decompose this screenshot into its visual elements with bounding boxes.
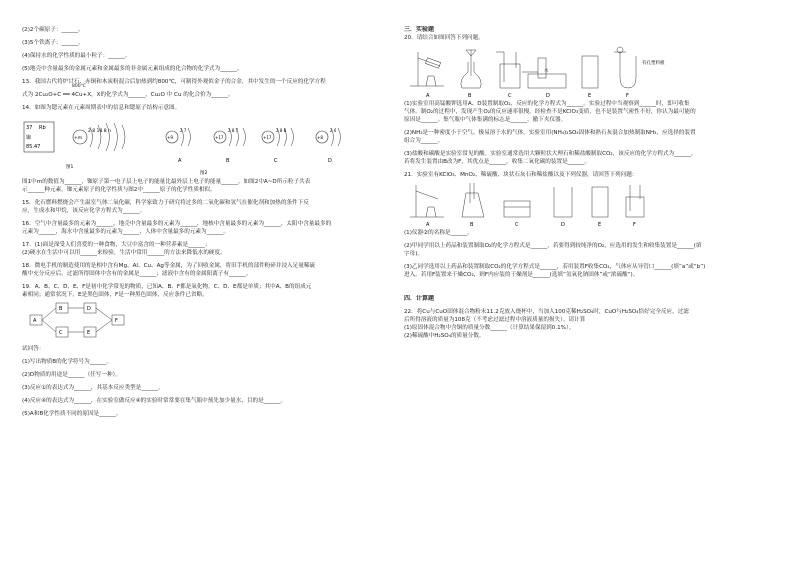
section-heading: 三．实验题: [404, 26, 435, 33]
apparatus-label: A: [426, 93, 430, 99]
q19-answers: [22, 345, 380, 418]
apparatus-label: D: [561, 222, 565, 228]
right-column: [404, 26, 772, 340]
apparatus-label: C: [508, 93, 512, 99]
ion-diagram-a: [166, 128, 191, 164]
electron-shell-arc: [243, 128, 246, 146]
electron-shell-arc: [188, 128, 191, 146]
q14-to-q19-block: [22, 178, 380, 299]
text-line: 元素为______，海水中含量最多的元素为______，人体中含量最多的元素为______。: [22, 229, 229, 235]
flow-box-label: C: [59, 330, 63, 336]
element-number: 37: [26, 125, 33, 131]
text-line: 气体。制O₂的过程中，发现产生O₂的反应速率很慢，经检查不是KClO₃变质，也不是装置气密性不好，你认为最可能的: [404, 109, 696, 115]
flow-box-label: E: [87, 330, 91, 336]
text-line: (3)乙同学选用以上药品和装置制取CO₂的化学方程式是______，若用装置F收集CO₂，气体应从导管口______(填“a”或“b”): [404, 264, 706, 270]
text-line: 式为 2Cu₂O+C ══ 4Cu+X，X的化学式为______，Cu₂O 中 Cu 的化合价为______。: [22, 92, 234, 98]
water-label: 水: [544, 69, 549, 74]
electron-shells: 2 6: [330, 128, 337, 133]
electron-shells: 2 8 18 8 n: [88, 129, 111, 134]
text-line: (2)稀硫酸中H₂SO₄的质量分数。: [404, 333, 485, 339]
nucleus-charge: +8: [317, 135, 323, 140]
electron-shells: 2 7: [180, 128, 187, 133]
nucleus-charge: +m: [74, 136, 83, 141]
apparatus-figure-1: [404, 42, 772, 100]
text-line: (3)5个铁离子：______。: [22, 40, 84, 46]
apparatus-label: C: [515, 222, 519, 228]
text-line: (2)NH₃是一种密度小于空气、极易溶于水的气体。实验室用(NH₄)₂SO₄固体和熟石灰混合加热制取NH₃，应选择的装置: [404, 130, 696, 136]
element-cell: [24, 122, 54, 152]
apparatus-2-svg: [404, 179, 772, 229]
atom-diagrams-svg: [22, 112, 380, 178]
apparatus-label: E: [598, 222, 602, 228]
q13-block: [22, 78, 380, 99]
text-line: 19．A、B、C、D、E、F是初中化学常见的物质，已知A、B、F都是氧化物，C、D、E都是单质；其中A、B的组成元: [22, 284, 312, 290]
text-line: (4)反应④的表达式为______，在实验室做反应④的实验时常常要在集气瓶中预先加少量水，目的是______。: [22, 398, 287, 404]
text-line: (2)甲同学用以上药品和装置制取O₂的化学方程式是______，若要得到较纯净的O₂，应选用的发生和收集装置是______(填: [404, 243, 702, 249]
fig2-atoms: [166, 128, 341, 164]
text-line: (2)硬水在生活中可以用______来检验，生活中常用______的方法来降低水的硬度。: [22, 250, 226, 256]
apparatus-label: F: [626, 93, 629, 99]
flow-box-label: D: [87, 306, 91, 312]
text-line: 示______种元素，铷元素原子的化学性质与图2中______原子的化学性质相似。: [22, 187, 216, 193]
figure-label: 图2: [200, 171, 208, 176]
q14-title: 14．如图为锶元素在元素周期表中的信息和锶原子结构示意图。: [22, 105, 181, 111]
element-name: 铷: [26, 135, 32, 141]
text-line: 应，生成水和甲烷，该反应化学方程式为______。: [22, 208, 146, 214]
apparatus-figure-2: [404, 179, 772, 229]
text-line: (5)地壳中含量最多的金属元素和金属最多的非金属元素组成的化合物的化学式为______。: [22, 66, 243, 72]
text-line: 字母)。: [404, 251, 423, 257]
apparatus-label: D: [546, 93, 550, 99]
reaction-condition: 800℃: [72, 84, 86, 89]
text-line: 17．(1)面是深受人们喜爱的一种食物，大豆中富含的一种营养素是______；: [22, 242, 211, 248]
apparatus-label: B: [468, 93, 472, 99]
nucleus-charge: +17: [263, 135, 272, 140]
text-line: (5)A和B化学性质不同的原因是______。: [22, 411, 122, 417]
text-line: 试回答：: [22, 346, 45, 352]
nucleus-charge: +9: [167, 135, 173, 140]
q22-block: [404, 308, 772, 340]
text-line: (3)盐酸和碳酸是实验室常见的酸。实验室通常选用大颗粒状大理石和稀盐酸制取CO₂，该反应的化学方程式为______，: [404, 151, 697, 157]
figure-label: 图1: [66, 165, 74, 170]
electron-shells: 2 8 7: [228, 128, 239, 133]
text-line: 13．我国古代将炉甘石、赤铜和木炭粉混合后加热到约800℃，可制得外观似金子的合金，其中发生的一个反应的化学方程: [22, 79, 326, 85]
text-line: (2)D物质的用途是______（任写一种）。: [22, 372, 121, 378]
apparatus-label: E: [588, 93, 592, 99]
text-line: 素相同；通常状况下，E是黑色固体，F是一种黑色固体，反应条件已省略。: [22, 292, 208, 298]
text-line: 16．空气中含量最多的元素为______，地壳中含量最多的元素为______，地核中含量最多的元素为______，太阳中含量最多的: [22, 221, 332, 227]
flow-box-label: B: [59, 306, 63, 312]
text-line: (3)反应①的表达式为______，其基本反应类型是______。: [22, 385, 164, 391]
ion-diagram-c: [262, 128, 294, 164]
atom-label: A: [178, 158, 182, 164]
flow-box-label: F: [115, 318, 118, 324]
text-line: 若将发生装置由B改为F，其优点是______，收集二氧化碳的装置是______。: [404, 159, 591, 165]
text-line: (2)2个碳原子：______。: [22, 27, 84, 33]
left-column: [22, 26, 380, 418]
q20-answers: [404, 100, 772, 179]
text-line: (1)原固体混合物中含铜的质量分数______（计算结果保留到0.1%）。: [404, 325, 575, 331]
plate-label: 有孔塑料板: [642, 61, 665, 66]
text-line: 21．实验室有KClO₃、MnO₂、稀硫酸、块状石灰石和稀盐酸以及下列仪器，请回答下列问题：: [404, 172, 638, 178]
ion-diagram-b: [214, 128, 246, 164]
text-line: (4)保持水的化学性质的最小粒子：______。: [22, 53, 131, 59]
electron-shell-arc: [291, 128, 294, 146]
element-symbol: Rb: [39, 125, 46, 131]
apparatus-label: B: [470, 222, 474, 228]
q21-answers: [404, 229, 772, 279]
q12-block: [22, 26, 380, 73]
electron-shell-arc: [338, 128, 341, 146]
atom-label: D: [328, 158, 332, 164]
text-line: 组合为______。: [404, 138, 444, 144]
text-line: 图1中m的数值为______，铷原子第一电子层上电子的能量比最外层上电子的能量______。如图2中A~D所示粒子共表: [22, 179, 311, 185]
atom-structure-figure: [22, 112, 380, 178]
flowchart-svg: [22, 299, 142, 345]
q20-title: 20．请结合如图回答下列问题。: [404, 35, 484, 41]
text-line: (1)实验室用高锰酸钾选用A、D装置制取O₂，反应的化学方程式为______。实验过程中当观察到______时，即可收集: [404, 101, 690, 107]
text-line: 15．化石燃料燃烧会产生温室气体二氧化碳，科学家致力于研究将过多的二氧化碳和氢气在催化剂和加热的条件下反: [22, 200, 309, 206]
atom-label: C: [274, 158, 278, 164]
text-line: (1)仪器②的名称是______。: [404, 230, 473, 236]
text-line: 后所得溶液的质量为108克（不考虑过滤过程中溶液质量的损失）。请计算: [404, 317, 586, 323]
nucleus-charge: +17: [215, 135, 224, 140]
flow-box-label: A: [33, 318, 37, 324]
text-line: 22．将Cu与CuO固体混合物粉末11.2克放入烧杯中，当加入100克稀H₂SO₄时，CuO与H₂SO₄恰好完全反应，过滤: [404, 309, 689, 315]
text-line: (1)写出物质B的化学符号为______。: [22, 359, 113, 365]
element-mass: 85.47: [26, 144, 41, 150]
atom-label: B: [226, 158, 230, 164]
text-line: 原因是______。集气瓶中气体集满的标志是______，撤下夹仪器。: [404, 117, 567, 123]
rb-atom-diagram: [66, 123, 125, 170]
text-line: 18．微电手机的制造使用的是相中含有Mg、Al、Cu、Ag等金属，为了回收金属，将旧手机的部件粉碎并浸入足量稀硫: [22, 263, 316, 269]
apparatus-1-svg: [404, 42, 772, 100]
text-line: 进入。若用F装置来干燥CO₂，则F内应装的干燥剂是______(选填“氢氧化钠固体”或“浓硫酸”)。: [404, 272, 639, 278]
ion-diagram-d: [316, 128, 341, 164]
section-heading: 四．计算题: [404, 295, 435, 302]
relation-flowchart: [22, 299, 380, 345]
apparatus-label: A: [426, 222, 430, 228]
electron-shells: 2 8 8: [276, 128, 287, 133]
apparatus-label: F: [633, 222, 636, 228]
text-line: 酸中充分反应后，过滤所得固体中含有的金属是______；滤液中含有的金属阳离子有______。: [22, 271, 252, 277]
